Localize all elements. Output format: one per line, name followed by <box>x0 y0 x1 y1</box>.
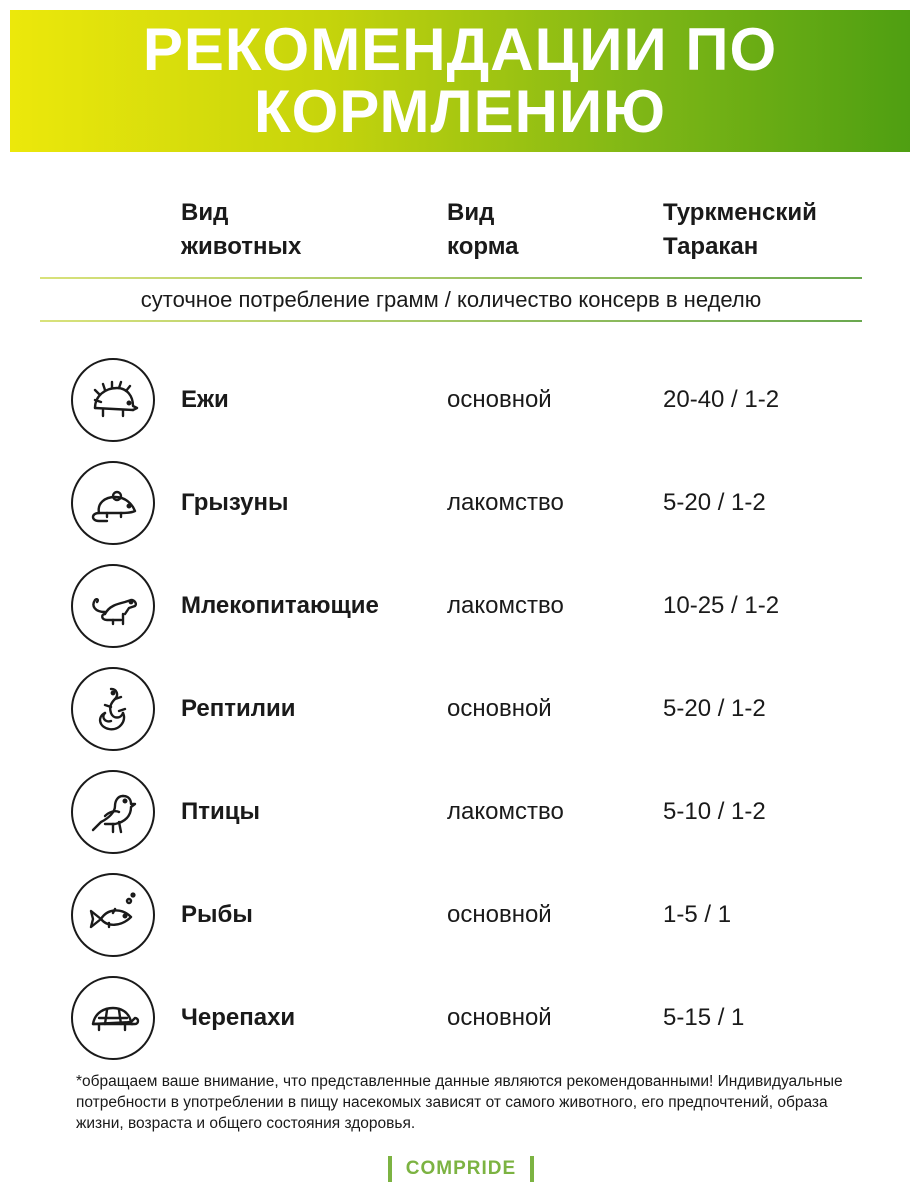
food-type: основной <box>447 1004 552 1031</box>
food-type: лакомство <box>447 798 564 825</box>
table-subheader: суточное потребление грамм / количество консерв в неделю <box>140 287 762 312</box>
divider-top <box>40 277 862 279</box>
animal-name: Птицы <box>181 798 261 825</box>
table-row <box>0 561 920 651</box>
table-row <box>0 767 920 857</box>
footnote: *обращаем ваше внимание, что представленные данные являются рекомендованными! Индивидуальные потребности в употреблении в пищу насекомых зависят от самого животного, его предпочтений, образа жизни, возраста и общего состояния здоровья. <box>76 1073 843 1132</box>
animal-name: Ежи <box>181 386 229 413</box>
divider-bottom <box>40 320 862 322</box>
brand-logo <box>388 1156 534 1182</box>
animal-name: Черепахи <box>181 1004 296 1031</box>
mouse-icon <box>71 461 155 545</box>
ferret-icon <box>71 564 155 648</box>
amount-value: 20-40 / 1-2 <box>663 386 780 413</box>
table-row <box>0 458 920 548</box>
amount-value: 5-10 / 1-2 <box>663 798 766 825</box>
food-type: основной <box>447 386 552 413</box>
animal-name: Грызуны <box>181 489 289 516</box>
page-title: РЕКОМЕНДАЦИИ ПО КОРМЛЕНИЮ <box>142 16 778 145</box>
food-type: основной <box>447 901 552 928</box>
table-row <box>0 973 920 1063</box>
column-header-animal: Вид животных <box>181 199 302 260</box>
table-row <box>0 355 920 445</box>
animal-name: Млекопитающие <box>181 592 379 619</box>
table-row <box>0 870 920 960</box>
hedgehog-icon <box>71 358 155 442</box>
amount-value: 5-20 / 1-2 <box>663 489 766 516</box>
column-header-food: Вид корма <box>447 199 519 260</box>
amount-value: 1-5 / 1 <box>663 901 732 928</box>
amount-value: 5-15 / 1 <box>663 1004 745 1031</box>
amount-value: 10-25 / 1-2 <box>663 592 780 619</box>
animal-name: Рептилии <box>181 695 296 722</box>
food-type: лакомство <box>447 489 564 516</box>
turtle-icon <box>71 976 155 1060</box>
column-header-product: Туркменский Таракан <box>663 199 817 260</box>
animal-name: Рыбы <box>181 901 253 928</box>
amount-value: 5-20 / 1-2 <box>663 695 766 722</box>
food-type: лакомство <box>447 592 564 619</box>
table-row <box>0 664 920 754</box>
bird-icon <box>71 770 155 854</box>
food-type: основной <box>447 695 552 722</box>
fish-icon <box>71 873 155 957</box>
title-banner <box>10 10 910 152</box>
lizard-icon <box>71 667 155 751</box>
brand-name: COMPRIDE <box>405 1158 517 1179</box>
